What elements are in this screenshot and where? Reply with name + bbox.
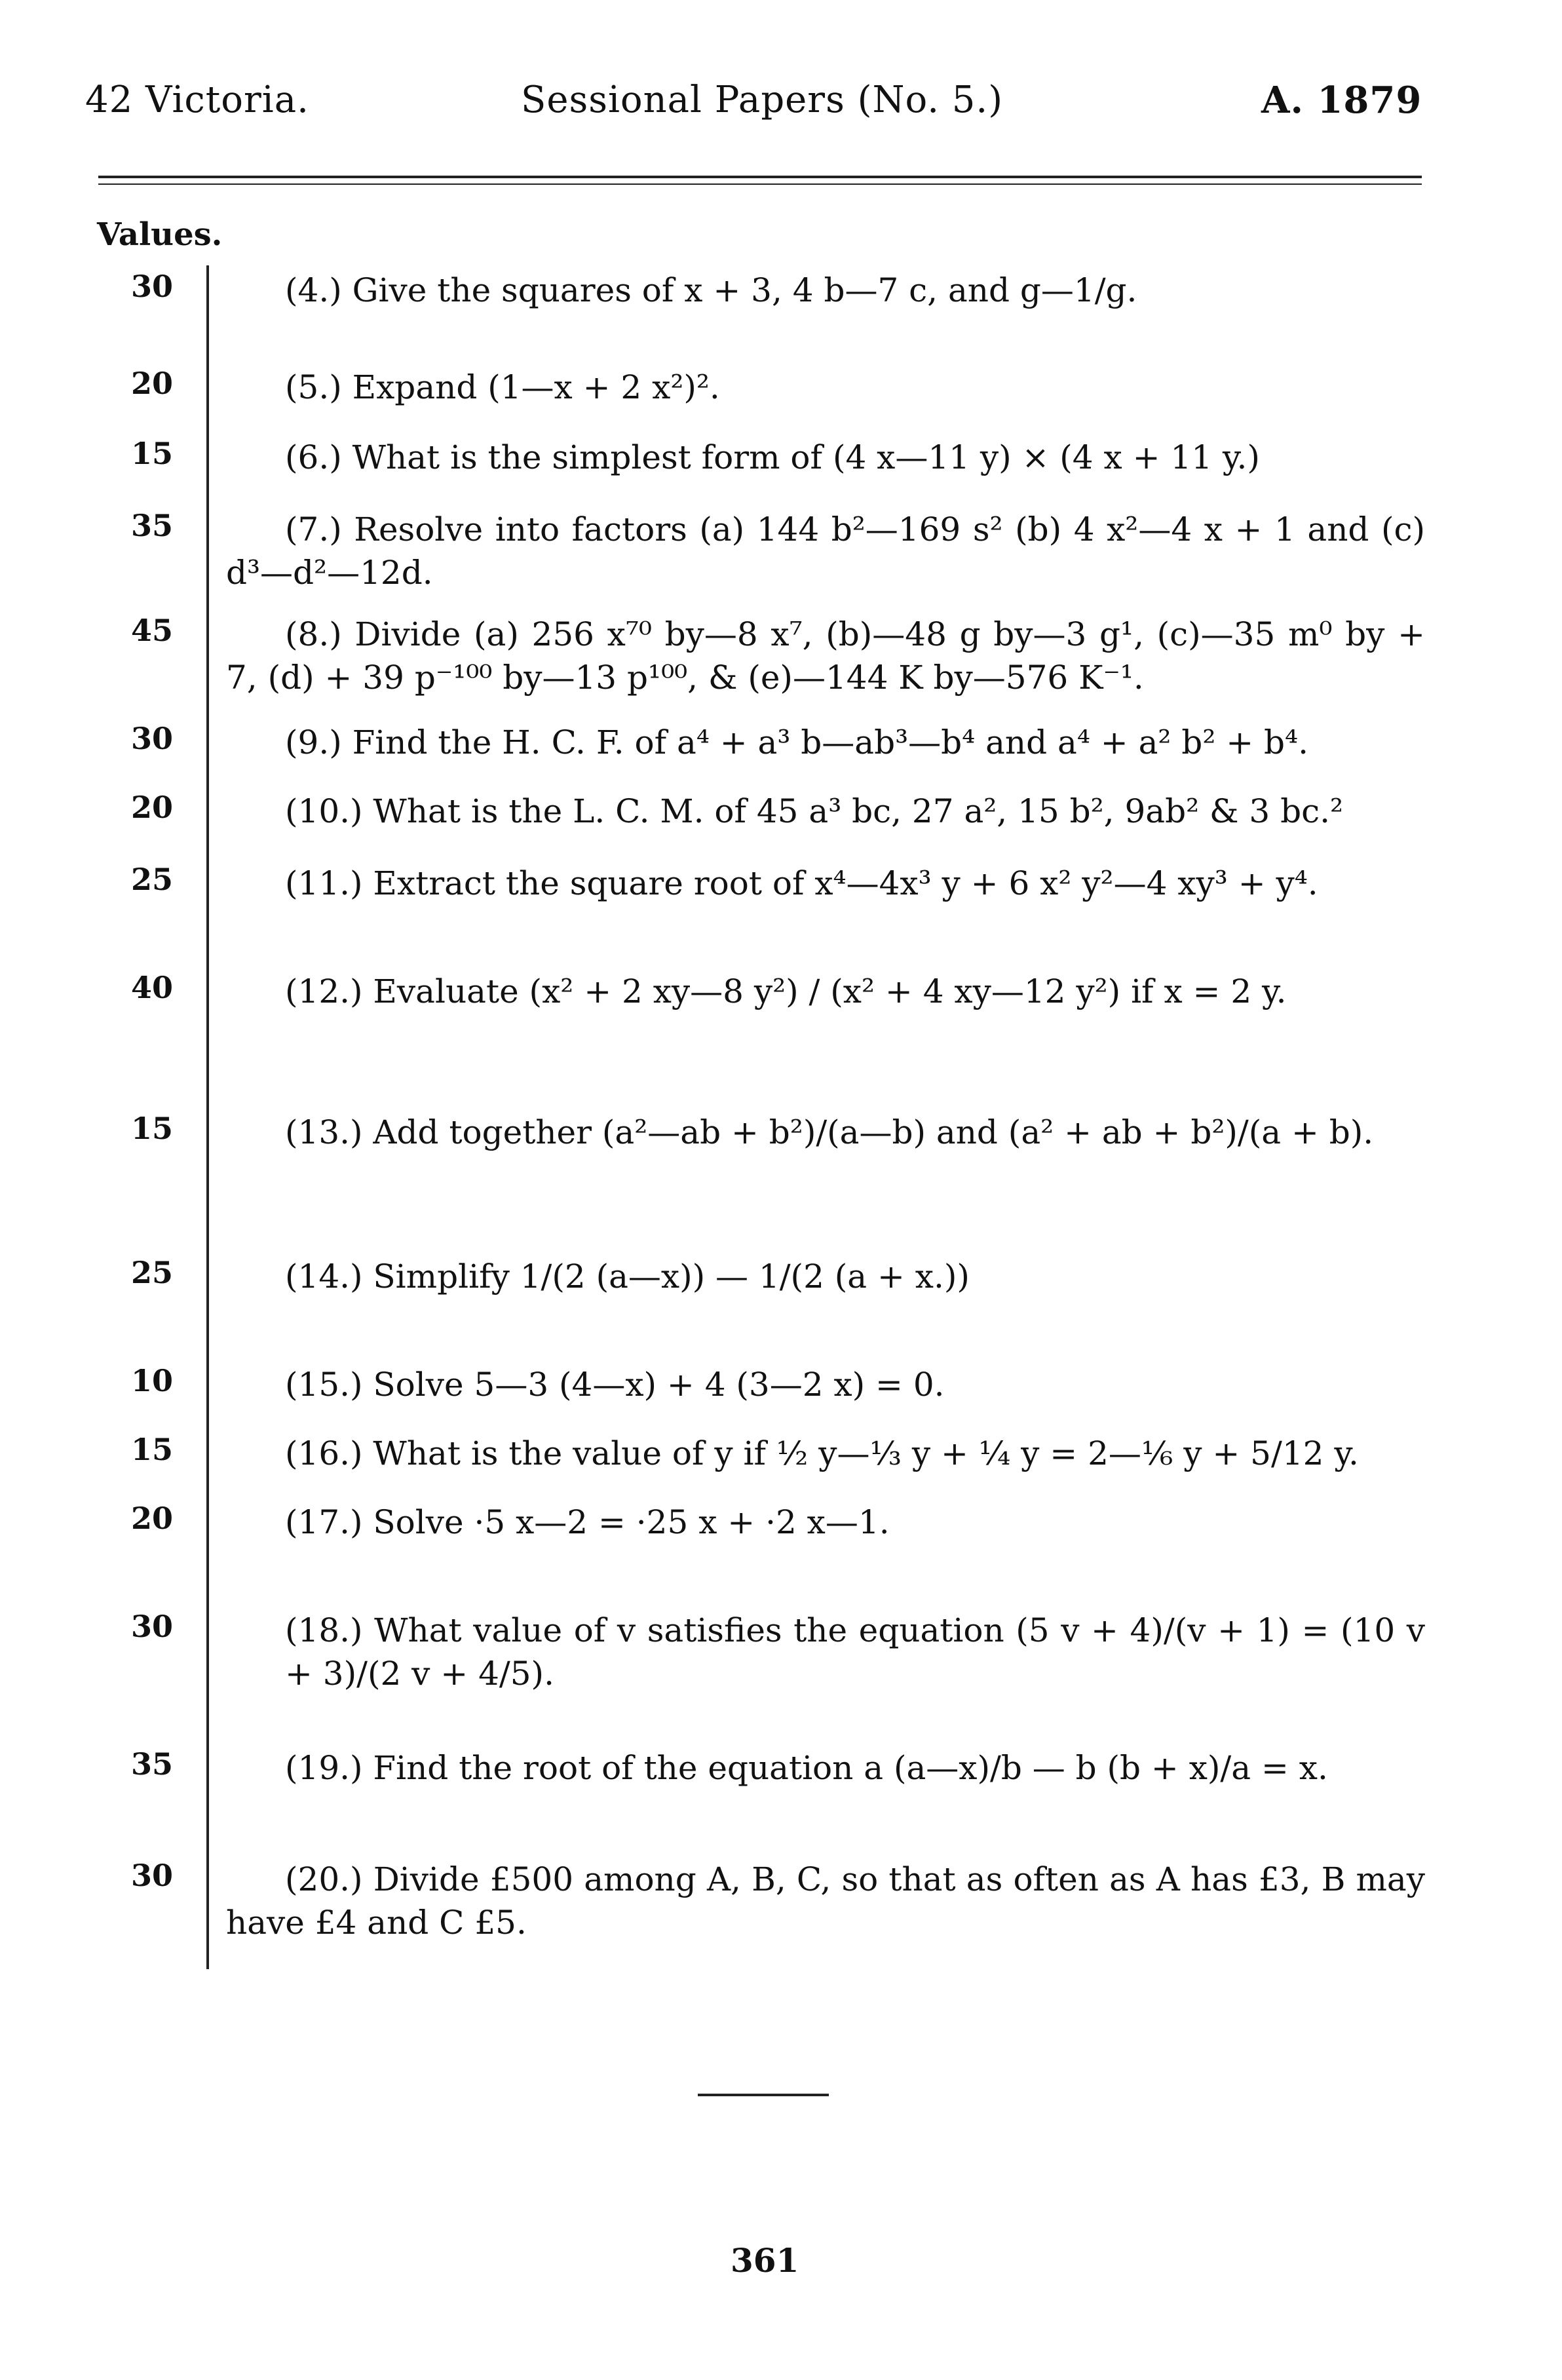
question-text: (9.) Find the H. C. F. of a⁴ + a³ b—ab³—b⁴ and a⁴ + a² b² + b⁴. — [285, 723, 1308, 761]
header-left: 42 Victoria. — [85, 79, 309, 121]
question-value: 30 — [131, 1609, 174, 1644]
question-value: 20 — [131, 366, 174, 401]
question-text: (17.) Solve ·5 x—2 = ·25 x + ·2 x—1. — [285, 1503, 890, 1541]
question-text: (7.) Resolve into factors (a) 144 b²—169 s² (b) 4 x²—4 x + 1 and (c) d³—d²—12d. — [226, 510, 1425, 592]
header-rule-thin — [98, 183, 1422, 185]
question-value: 30 — [131, 721, 174, 756]
page-number: 361 — [731, 2241, 799, 2280]
question-value: 15 — [131, 1432, 174, 1467]
question-value: 35 — [131, 1746, 174, 1782]
question-text: (14.) Simplify 1/(2 (a—x)) — 1/(2 (a + x.)) — [285, 1257, 970, 1296]
question-text: (6.) What is the simplest form of (4 x—11 y) × (4 x + 11 y.) — [285, 438, 1260, 476]
question-text: (5.) Expand (1—x + 2 x²)². — [285, 368, 720, 406]
header-rule-thick — [98, 176, 1422, 178]
question-text: (11.) Extract the square root of x⁴—4x³ y + 6 x² y²—4 xy³ + y⁴. — [285, 864, 1318, 902]
question-text: (20.) Divide £500 among A, B, C, so that as often as A has £3, B may have £4 and C £5. — [226, 1860, 1425, 1942]
question-value: 15 — [131, 436, 174, 471]
question-text: (8.) Divide (a) 256 x⁷⁰ by—8 x⁷, (b)—48 g by—3 g¹, (c)—35 m⁰ by + 7, (d) + 39 p⁻¹⁰⁰ by—13 p¹⁰⁰, & (e)—144 K by—576 K⁻¹. — [226, 615, 1425, 697]
header-center: Sessional Papers (No. 5.) — [521, 79, 1004, 121]
question-text: (15.) Solve 5—3 (4—x) + 4 (3—2 x) = 0. — [285, 1366, 945, 1404]
question-value: 30 — [131, 1858, 174, 1893]
question-text: (13.) Add together (a²—ab + b²)/(a—b) and (a² + ab + b²)/(a + b). — [285, 1113, 1374, 1151]
question-text: (10.) What is the L. C. M. of 45 a³ bc, 27 a², 15 b², 9ab² & 3 bc.² — [285, 792, 1344, 830]
header-right: A. 1879 — [1261, 79, 1422, 122]
question-text: (19.) Find the root of the equation a (a—x)/b — b (b + x)/a = x. — [285, 1749, 1328, 1787]
values-heading: Values. — [97, 216, 223, 253]
question-value: 20 — [131, 790, 174, 825]
end-rule — [698, 2094, 829, 2096]
question-value: 20 — [131, 1501, 174, 1536]
question-value: 10 — [131, 1363, 174, 1398]
values-column-rule — [206, 265, 209, 1969]
question-value: 15 — [131, 1111, 174, 1146]
question-value: 30 — [131, 269, 174, 304]
question-text: (4.) Give the squares of x + 3, 4 b—7 c, and g—1/g. — [285, 271, 1137, 309]
question-value: 45 — [131, 613, 174, 648]
question-text: (12.) Evaluate (x² + 2 xy—8 y²) / (x² + 4 xy—12 y²) if x = 2 y. — [285, 972, 1287, 1010]
question-value: 25 — [131, 862, 174, 897]
question-value: 25 — [131, 1255, 174, 1290]
question-value: 40 — [131, 970, 174, 1005]
question-value: 35 — [131, 508, 174, 543]
question-text: (18.) What value of v satisfies the equation (5 v + 4)/(v + 1) = (10 v + 3)/(2 v + 4/5). — [285, 1611, 1425, 1693]
question-text: (16.) What is the value of y if ½ y—⅓ y + ¼ y = 2—⅙ y + 5/12 y. — [285, 1434, 1359, 1472]
